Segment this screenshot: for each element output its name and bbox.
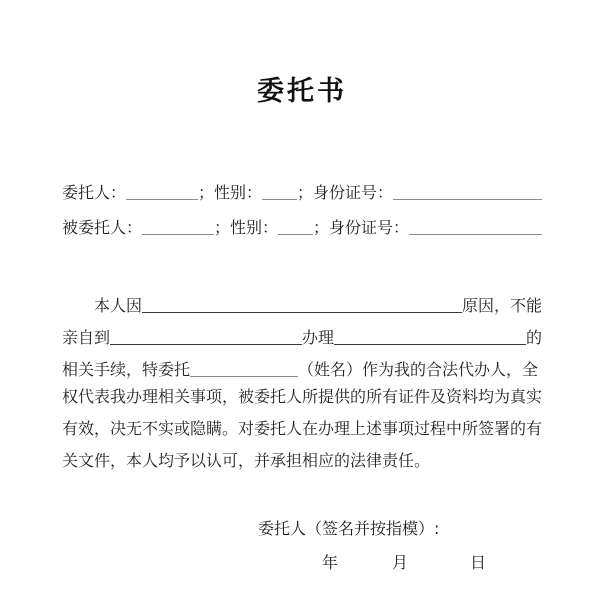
- body-line-3: [62, 349, 542, 381]
- reason-post-text: 原因，不能: [461, 296, 542, 315]
- signature-label: 委托人（签名并按指模）:: [258, 519, 440, 538]
- party-info-section: [62, 169, 542, 239]
- agent-id-label: ；身份证号：: [313, 218, 410, 237]
- body-paragraph: [62, 285, 542, 477]
- principal-line: [62, 169, 542, 204]
- year-label: 年: [322, 553, 339, 572]
- date-line: [0, 552, 600, 574]
- agent-name-blank: [142, 232, 214, 235]
- location-pre-text: 亲自到: [62, 328, 111, 347]
- page-title: 委托书: [257, 76, 347, 107]
- body-line-6: 关文件，本人均予以认可，并承担相应的法律责任。: [62, 451, 431, 470]
- entrusted-name-blank: [190, 374, 298, 377]
- month-label: 月: [392, 553, 409, 572]
- agent-gender-blank: [278, 232, 313, 235]
- principal-name-label: 委托人：: [62, 183, 127, 202]
- reason-pre-text: 本人因: [94, 296, 143, 315]
- principal-gender-blank: [262, 197, 297, 200]
- body-line-4: 权代表我办理相关事项，被委托人所提供的所有证件及资料均为真实: [62, 387, 543, 406]
- body-line-5: 有效，决无不实或隐瞒。对委托人在办理上述事项过程中所签署的有: [62, 419, 543, 438]
- entrust-pre-text: 相关手续，特委托: [62, 360, 191, 379]
- body-line-1: [62, 285, 542, 317]
- matter-pre-text: 办理: [302, 328, 335, 347]
- principal-gender-label: ；性别：: [198, 183, 263, 202]
- agent-name-label: 被委托人：: [62, 218, 143, 237]
- entrust-post-text: （姓名）作为我的合法代办人，全: [298, 360, 539, 379]
- body-line-2: [62, 317, 542, 349]
- principal-name-blank: [126, 197, 198, 200]
- day-label: 日: [470, 553, 487, 572]
- agent-gender-label: ；性别：: [214, 218, 279, 237]
- agent-line: [62, 204, 542, 239]
- principal-id-label: ；身份证号：: [297, 183, 394, 202]
- agent-id-blank: [409, 232, 542, 235]
- matter-blank: [334, 342, 526, 345]
- reason-blank: [142, 310, 462, 313]
- principal-id-blank: [393, 197, 542, 200]
- location-blank: [110, 342, 302, 345]
- matter-post-text: 的: [526, 328, 543, 347]
